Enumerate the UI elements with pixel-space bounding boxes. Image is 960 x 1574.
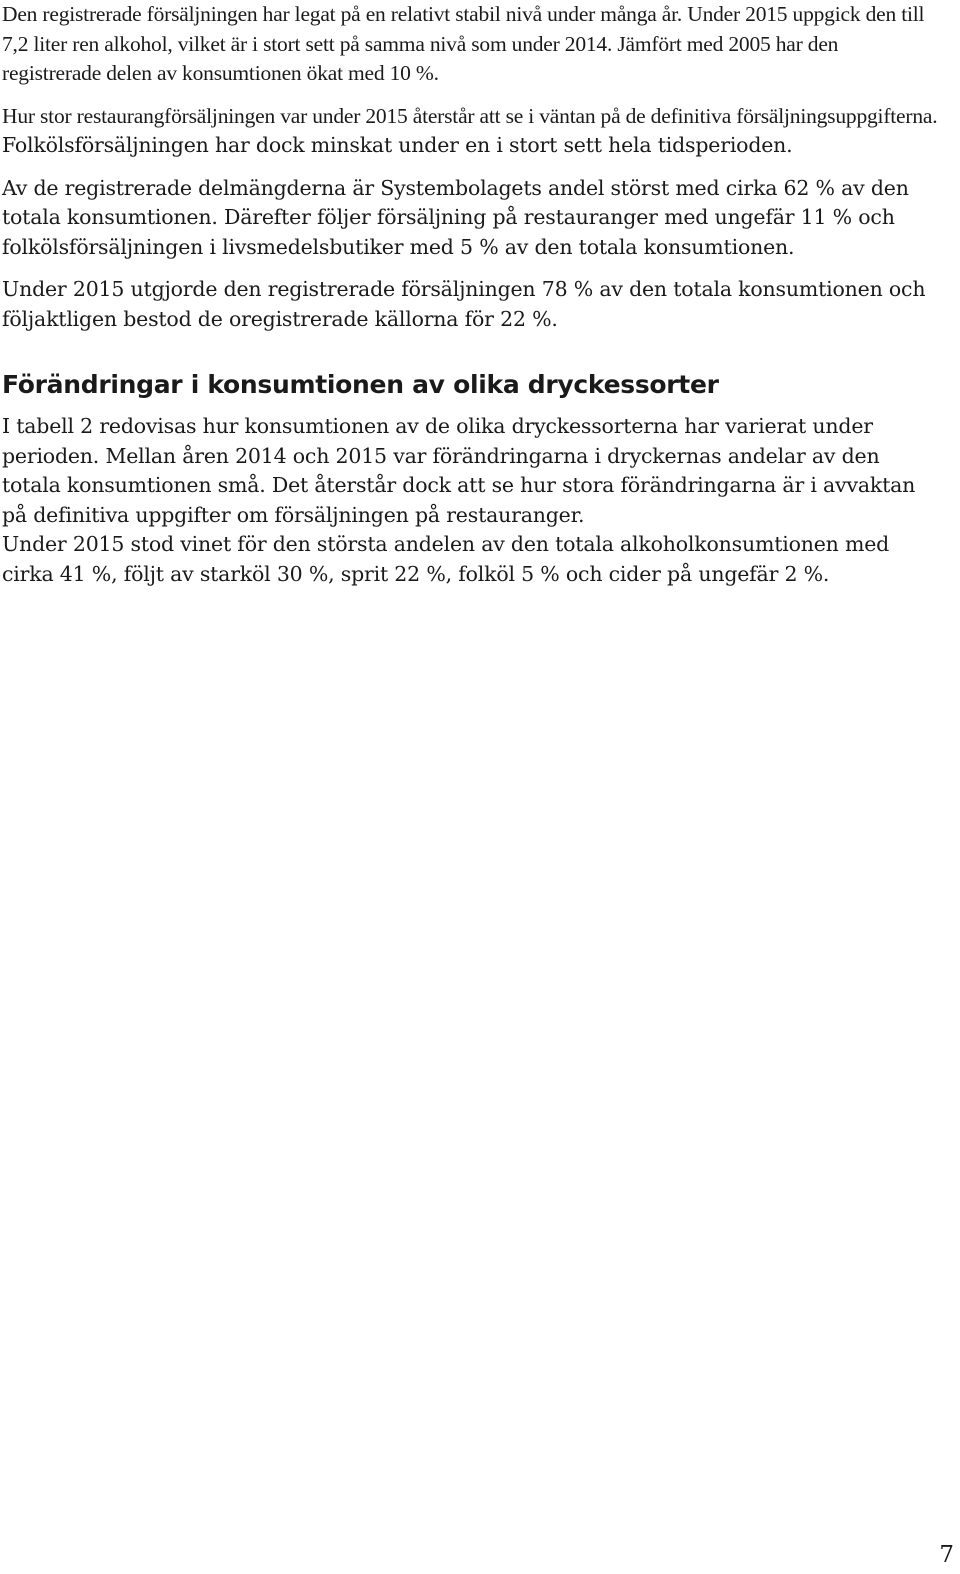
paragraph-restaurant-sales [2, 102, 942, 161]
paragraph-registered-sales: Den registrerade försäljningen har legat på en relativt stabil nivå under många år. Under 2015 uppgick den till 7,2 liter ren alkohol, vilket är i stort sett på samma nivå som under 2014. Jämfört med 2005 har den registrerade delen av konsumtionen ökat med 10 %. [2, 2, 925, 85]
paragraph-subsets: Av de registrerade delmängderna är Systembolagets andel störst med cirka 62 % av den totala konsumtionen. Därefter följer försäljning på restauranger med ungefär 11 % och folkölsförsäljningen i livsmedelsbutiker med 5 % av den totala konsumtionen. [2, 175, 909, 259]
paragraph-restaurant-sales-part-2: Folkölsförsäljningen har dock minskat under en i stort sett hela tidsperioden. [2, 133, 793, 157]
page-number: 7 [939, 1542, 954, 1568]
paragraph-table-2: I tabell 2 redovisas hur konsumtionen av de olika dryckessorterna har varierat under perioden. Mellan åren 2014 och 2015 var förändringarna i dryckernas andelar av den totala konsumtionen små. Det återstår dock att se hur stora förändringarna är i avvaktan på definitiva uppgifter om försäljningen på restauranger. [2, 414, 916, 527]
paragraph-beverage-shares: Under 2015 stod vinet för den största andelen av den totala alkoholkonsumtionen med cirka 41 %, följt av starköl 30 %, sprit 22 %, folköl 5 % och cider på ungefär 2 %. [2, 532, 890, 586]
paragraph-registered-share: Under 2015 utgjorde den registrerade försäljningen 78 % av den totala konsumtionen och följaktligen bestod de oregistrerade källorna för 22 %. [2, 277, 926, 331]
paragraph-restaurant-sales-part-1: Hur stor restaurangförsäljningen var under 2015 återstår att se i väntan på de definitiva försäljningsuppgifterna. [2, 103, 938, 128]
section-heading: Förändringar i konsumtionen av olika dryckessorter [2, 370, 719, 399]
document-page [2, 0, 942, 589]
